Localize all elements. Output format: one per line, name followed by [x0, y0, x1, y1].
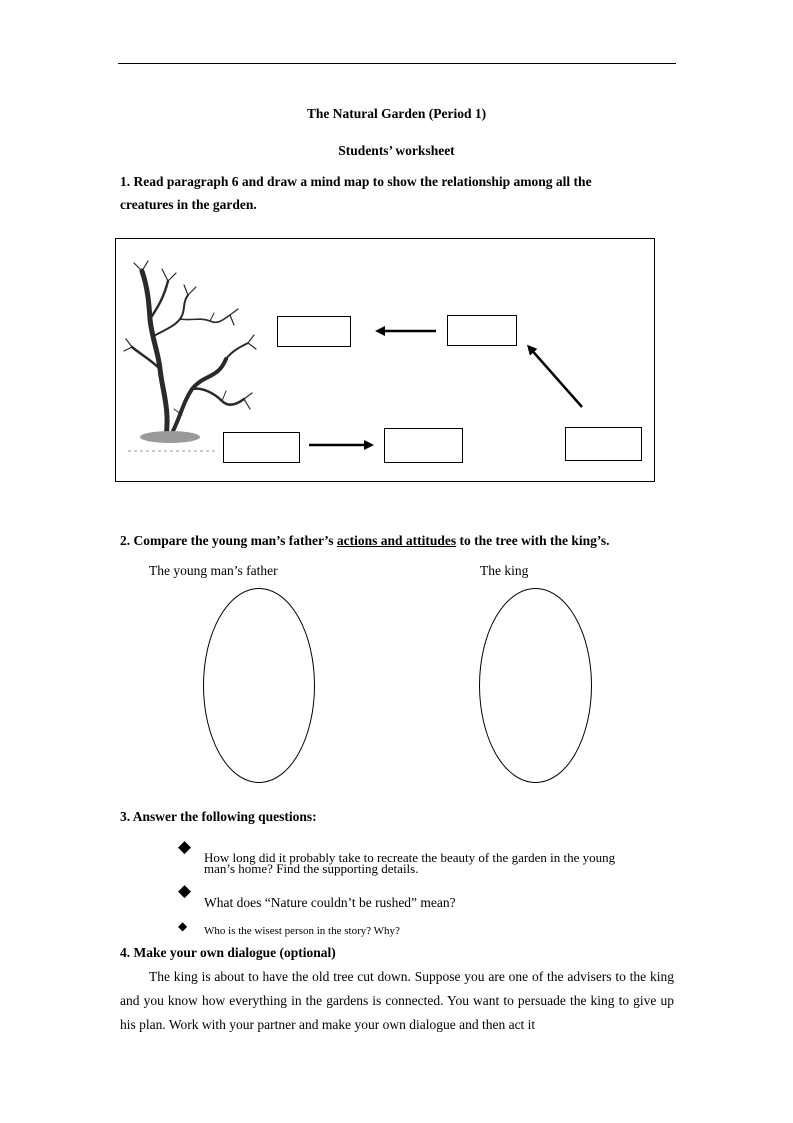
father-answer-oval[interactable]: [203, 588, 315, 783]
arrow-icon: [116, 239, 654, 481]
q1-line2: creatures in the garden.: [120, 197, 257, 212]
q2-heading: 2. Compare the young man’s father’s actions and attitudes to the tree with the king’s.: [120, 533, 610, 548]
diamond-bullet-icon: ◆: [178, 919, 188, 933]
diamond-bullet-icon: ◆: [178, 837, 192, 856]
page-title: The Natural Garden (Period 1): [306, 106, 487, 121]
left-oval-label: The young man’s father: [149, 563, 278, 578]
q3-item-line: man’s home? Find the supporting details.: [204, 861, 419, 876]
king-answer-oval[interactable]: [479, 588, 592, 783]
q4-heading: 4. Make your own dialogue (optional): [120, 945, 336, 960]
q3-item-line: What does “Nature couldn’t be rushed” mean?: [204, 895, 456, 910]
diamond-bullet-icon: ◆: [178, 881, 192, 900]
q4-paragraph: The king is about to have the old tree cut down. Suppose you are one of the advisers to the king and you know how everything in the gardens is connected. You want to persuade the king to give up his plan. Work with your partner and make your own dialogue and then act it: [120, 969, 674, 1032]
q3-heading: 3. Answer the following questions:: [120, 809, 317, 824]
page-subtitle: Students’ worksheet: [338, 143, 455, 158]
header-rule: [118, 63, 676, 64]
q3-item-line: Who is the wisest person in the story? Why?: [204, 925, 400, 937]
right-oval-label: The king: [480, 563, 529, 578]
q3-item-line: How long did it probably take to recreate the beauty of the garden in the young: [204, 850, 616, 865]
mind-map-frame: [115, 238, 655, 482]
q1-line1: 1. Read paragraph 6 and draw a mind map to show the relationship among all the: [120, 174, 592, 189]
q2-underlined: actions and attitudes: [336, 533, 457, 548]
